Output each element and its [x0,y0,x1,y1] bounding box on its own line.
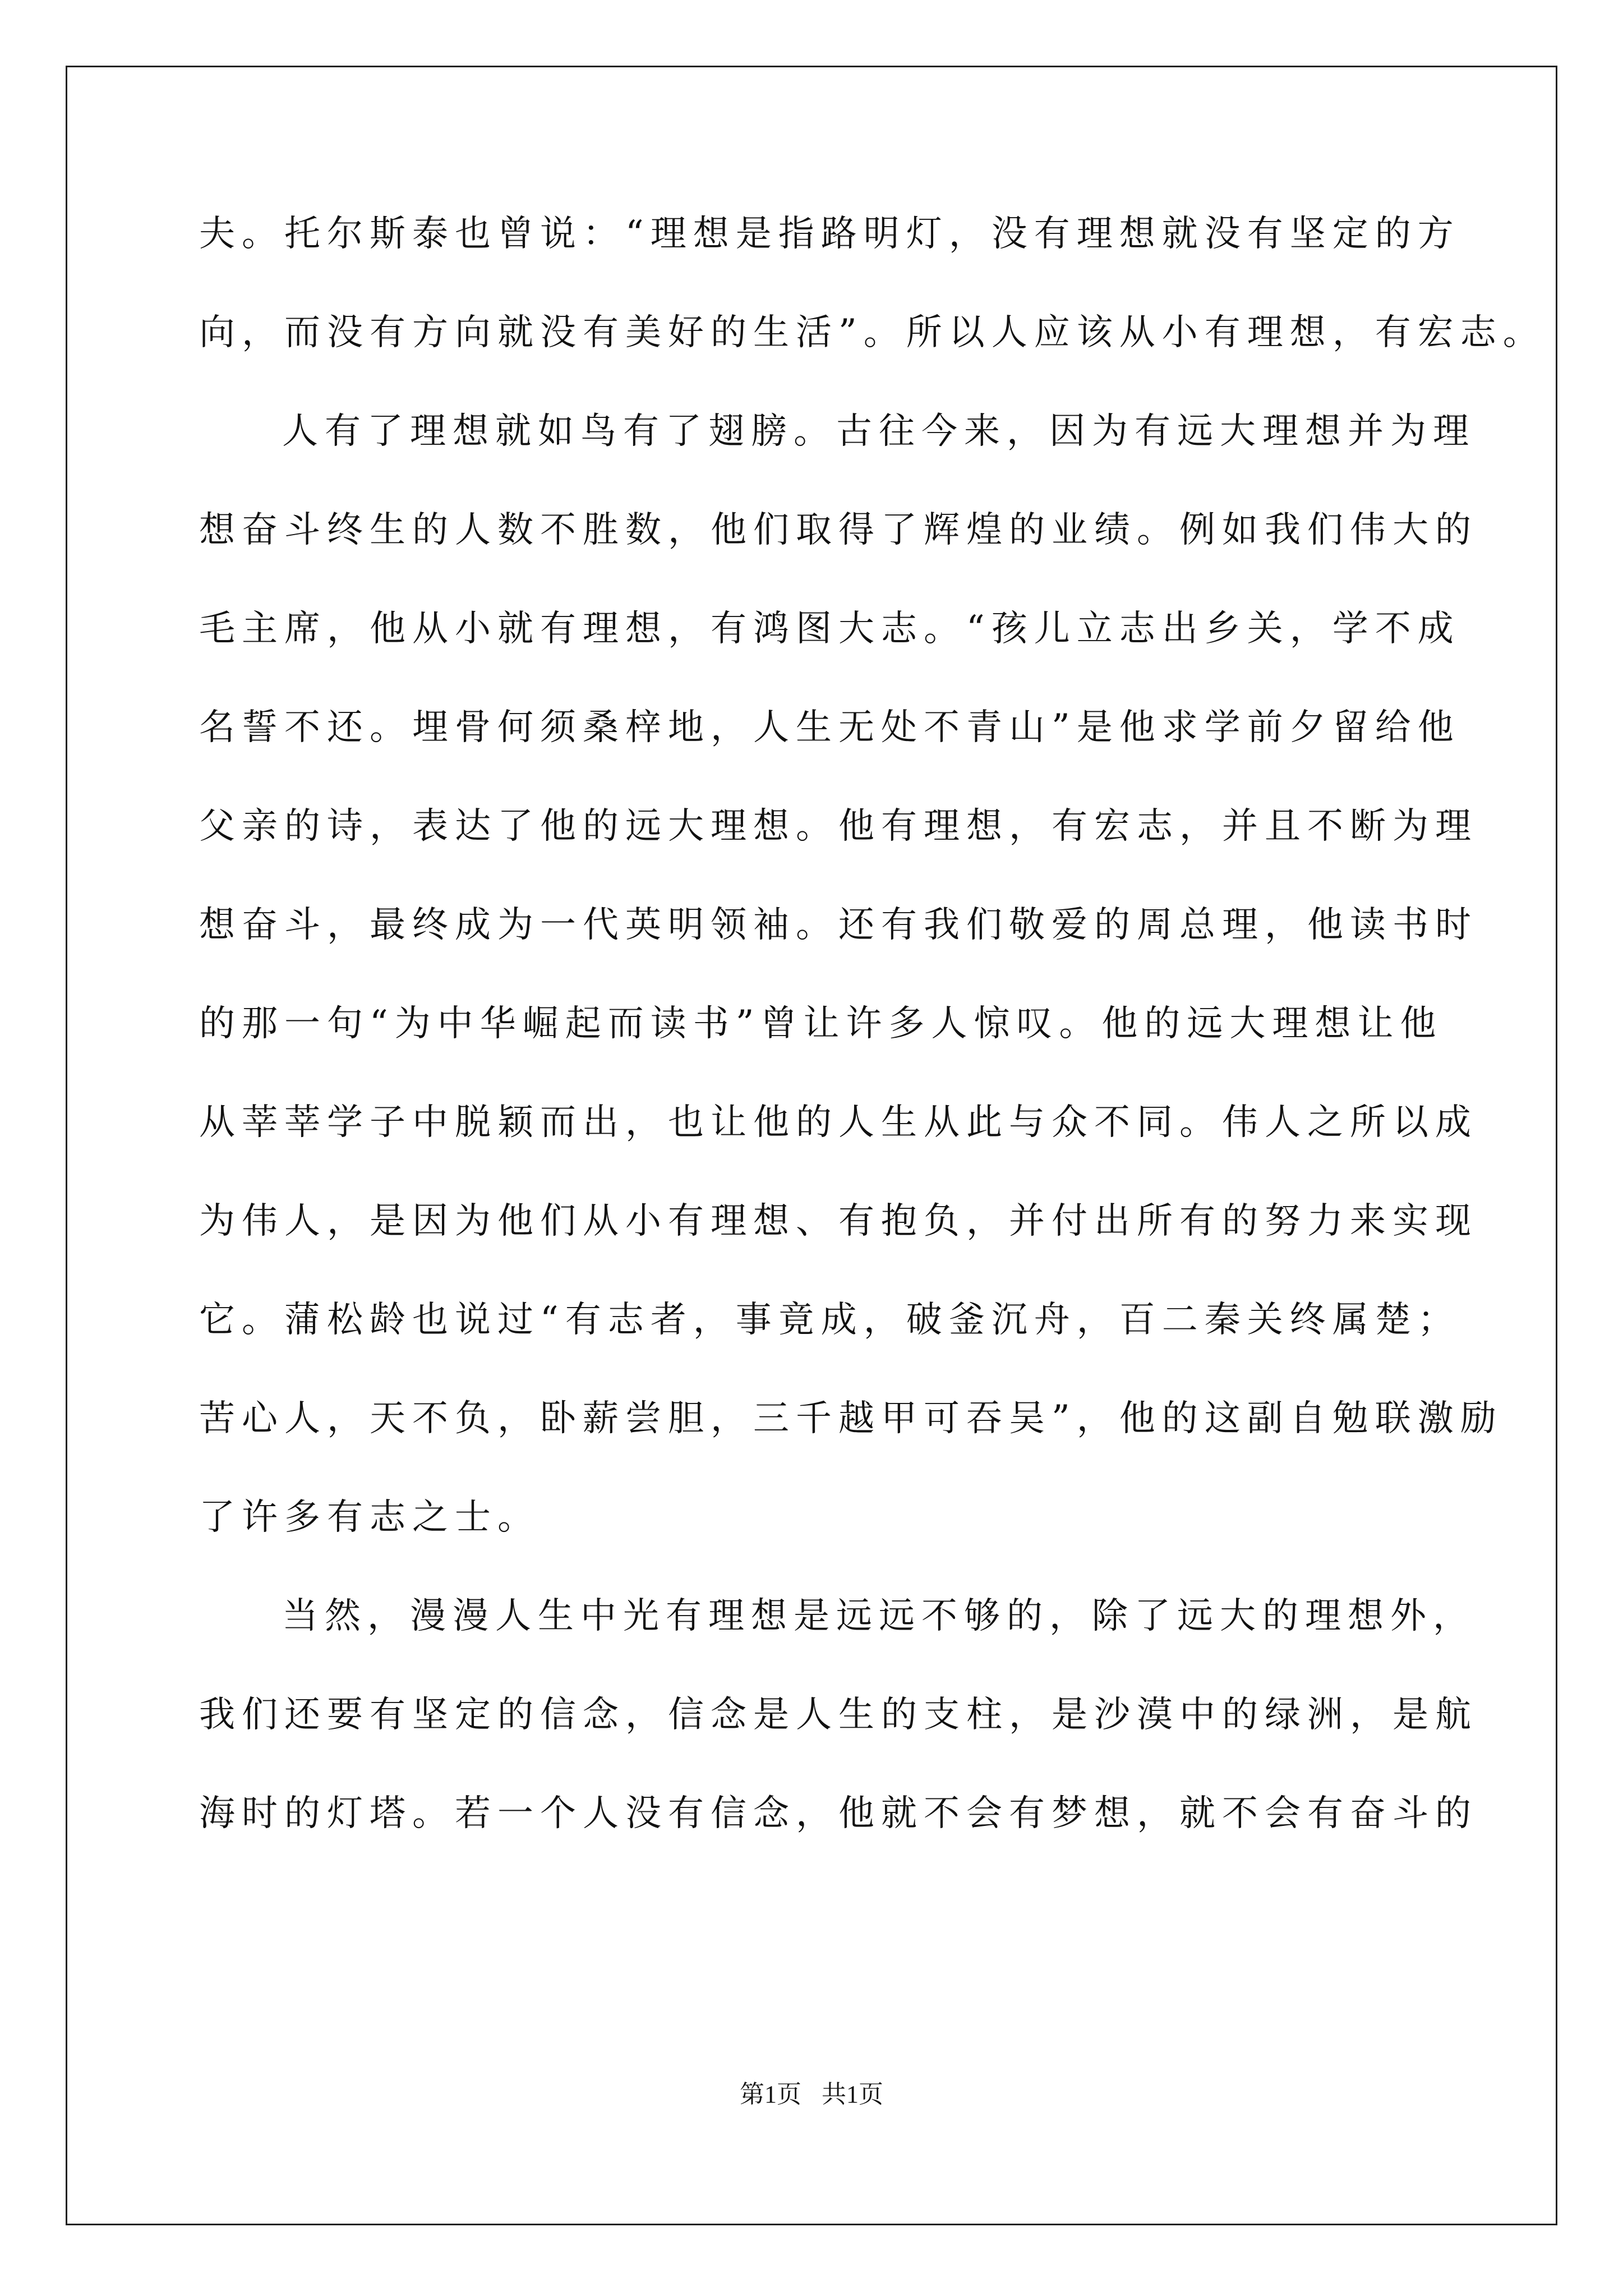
text-line: 毛主席，他从小就有理想，有鸿图大志。“孩儿立志出乡关，学不成 [199,608,1460,650]
text-line: 向，而没有方向就没有美好的生活”。所以人应该从小有理想，有宏志。 [199,312,1546,353]
page-number: 第1页 [740,2081,801,2108]
text-line: 想奋斗，最终成为一代英明领袖。还有我们敬爱的周总理，他读书时 [199,904,1478,946]
text-line: 父亲的诗，表达了他的远大理想。他有理想，有宏志，并且不断为理 [199,806,1478,847]
text-line: 想奋斗终生的人数不胜数，他们取得了辉煌的业绩。例如我们伟大的 [199,509,1478,551]
text-line: 海时的灯塔。若一个人没有信念，他就不会有梦想，就不会有奋斗的 [199,1793,1478,1834]
text-line: 为伟人，是因为他们从小有理想、有抱负，并付出所有的努力来实现 [199,1200,1478,1242]
text-line: 了许多有志之士。 [199,1497,540,1538]
paragraph-start-line: 人有了理想就如鸟有了翅膀。古往今来，因为有远大理想并为理 [282,411,1476,452]
page-total: 共1页 [822,2081,883,2108]
text-line: 苦心人，天不负，卧薪尝胆，三千越甲可吞吴”，他的这副自勉联激励 [199,1398,1503,1439]
text-line: 名誓不还。埋骨何须桑梓地，人生无处不青山”是他求学前夕留给他 [199,707,1460,748]
page-footer [0,2082,1623,2107]
text-line: 它。蒲松龄也说过“有志者，事竟成，破釜沉舟，百二秦关终属楚； [199,1299,1460,1341]
document-body [199,213,1546,1894]
text-line: 我们还要有坚定的信念，信念是人生的支柱，是沙漠中的绿洲，是航 [199,1694,1478,1736]
paragraph-start-line: 当然，漫漫人生中光有理想是远远不够的，除了远大的理想外， [282,1595,1476,1637]
text-line: 从莘莘学子中脱颖而出，也让他的人生从此与众不同。伟人之所以成 [199,1102,1478,1143]
text-line: 的那一句“为中华崛起而读书”曾让许多人惊叹。他的远大理想让他 [199,1003,1443,1045]
text-line: 夫。托尔斯泰也曾说：“理想是指路明灯，没有理想就没有坚定的方 [199,213,1460,255]
